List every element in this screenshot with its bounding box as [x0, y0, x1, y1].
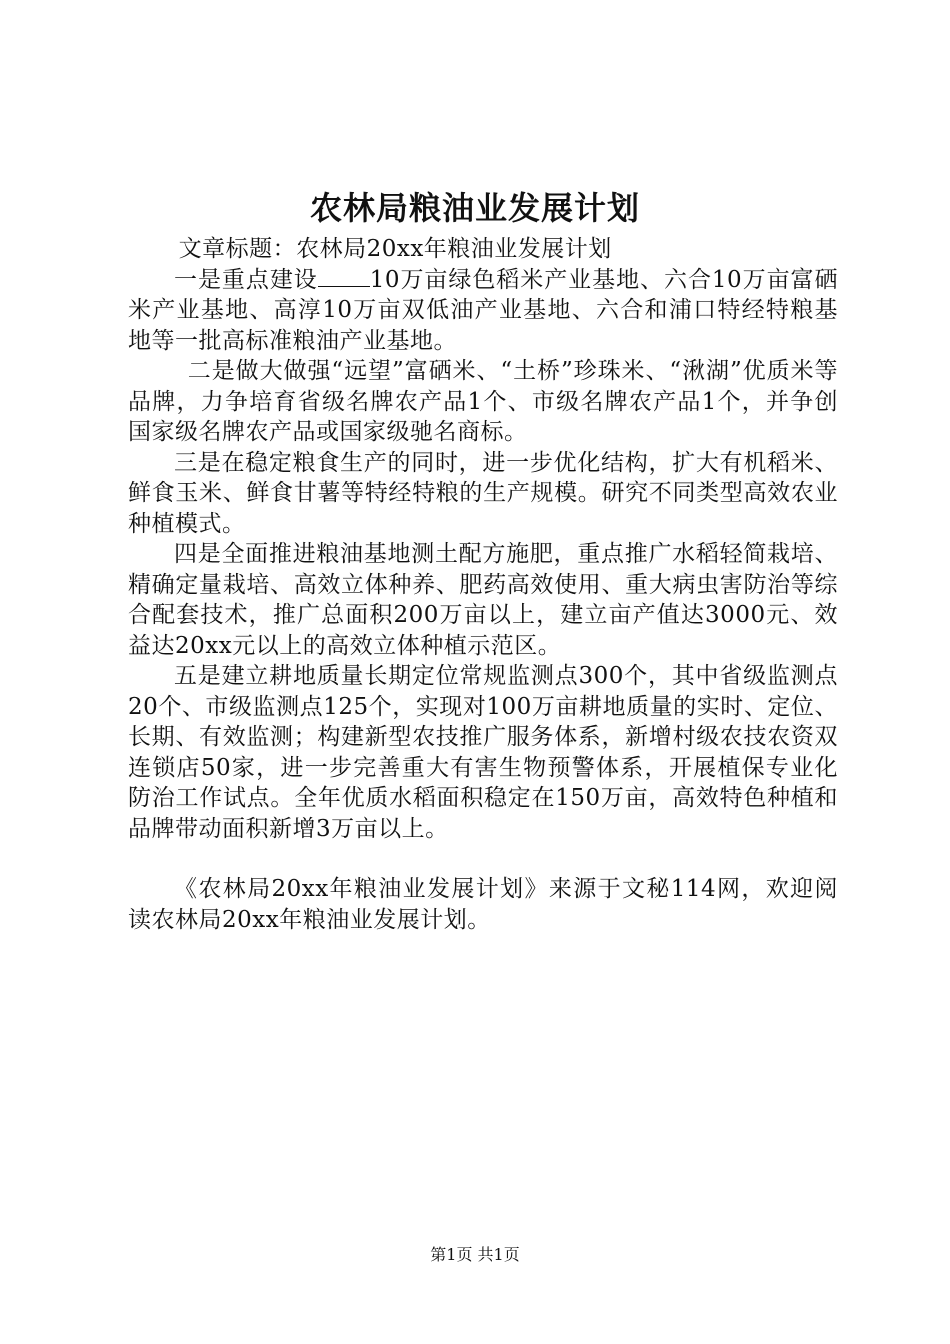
document-body	[128, 234, 838, 935]
paragraph-2: 二是做大做强“远望”富硒米、“土桥”珍珠米、“湫湖”优质米等品牌，力争培育省级名牌农产品1个、市级名牌农产品1个，并争创国家级名牌农产品或国家级驰名商标。	[128, 358, 838, 445]
article-title-line: 文章标题：农林局20xx年粮油业发展计划	[178, 236, 612, 262]
paragraph-5: 五是建立耕地质量长期定位常规监测点300个，其中省级监测点20个、市级监测点125个，实现对100万亩耕地质量的实时、定位、长期、有效监测；构建新型农技推广服务体系，新增村级农技农资双连锁店50家，进一步完善重大有害生物预警体系，开展植保专业化防治工作试点。全年优质水稻面积稳定在150万亩，高效特色种植和品牌带动面积新增3万亩以上。	[128, 663, 838, 842]
paragraph-4: 四是全面推进粮油基地测土配方施肥，重点推广水稻轻简栽培、精确定量栽培、高效立体种养、肥药高效使用、重大病虫害防治等综合配套技术，推广总面积200万亩以上，建立亩产值达3000元、效益达20xx元以上的高效立体种植示范区。	[128, 541, 838, 659]
source-note: 《农林局20xx年粮油业发展计划》来源于文秘114网，欢迎阅读农林局20xx年粮油业发展计划。	[128, 876, 838, 933]
document-title: 农林局粮油业发展计划	[309, 189, 640, 227]
paragraph-1-rest: 10万亩绿色稻米产业基地、六合10万亩富硒米产业基地、高淳10万亩双低油产业基地、六合和浦口特经特粮基地等一批高标准粮油产业基地。	[128, 266, 838, 354]
paragraph-1	[128, 265, 838, 357]
blank-underline	[318, 266, 370, 287]
paragraph-1-lead: 一是重点建设	[174, 266, 318, 293]
paragraph-3: 三是在稳定粮食生产的同时，进一步优化结构，扩大有机稻米、鲜食玉米、鲜食甘薯等特经特粮的生产规模。研究不同类型高效农业种植模式。	[128, 449, 838, 537]
page-footer: 第1页 共1页	[430, 1245, 520, 1264]
